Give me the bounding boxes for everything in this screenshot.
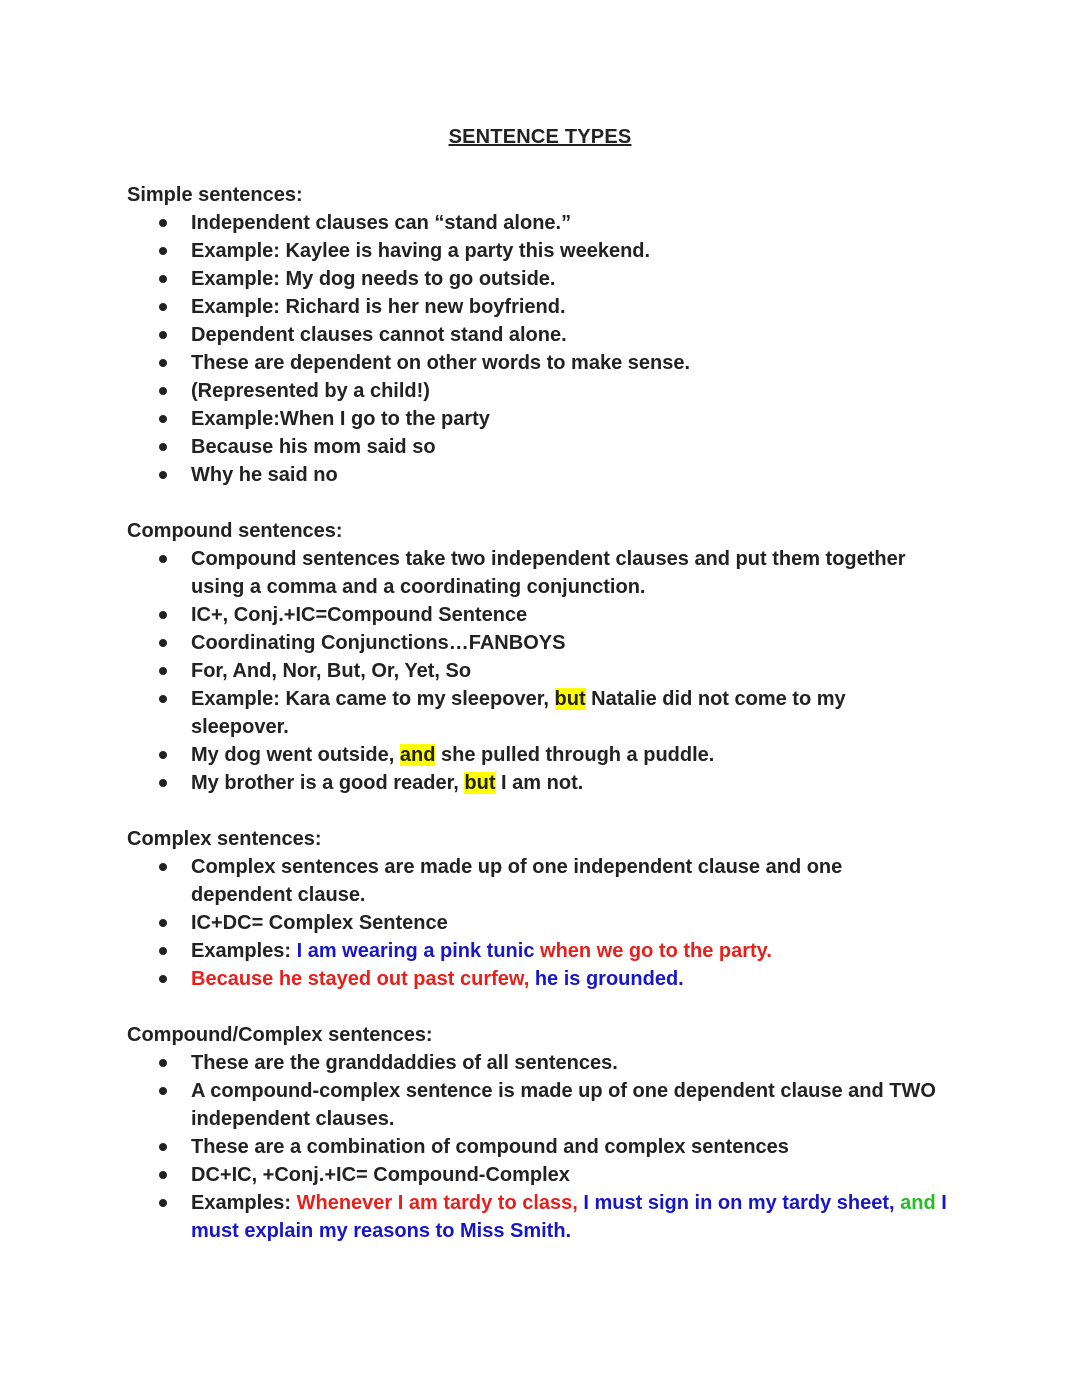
list-item: These are dependent on other words to make sense.: [127, 349, 957, 377]
bullet-icon: [159, 1087, 167, 1095]
list-item: Why he said no: [127, 461, 957, 489]
list-item: Example:When I go to the party: [127, 405, 957, 433]
list-item: [127, 965, 957, 993]
highlighted-conjunction: but: [464, 772, 496, 794]
bullet-icon: [159, 611, 167, 619]
bullet-icon: [159, 471, 167, 479]
list-item: Example: My dog needs to go outside.: [127, 265, 957, 293]
list-item: Examples: Whenever I am tardy to class, I must sign in on my tardy sheet, and I must explain my reasons to Miss Smith.: [127, 1189, 957, 1245]
compound-complex-sentences-section: [127, 1021, 957, 1245]
bullet-icon: [159, 1143, 167, 1151]
list-item: Example: Kara came to my sleepover, but Natalie did not come to my sleepover.: [127, 685, 957, 741]
simple-sentences-section: [127, 181, 957, 489]
list-item: Example: Richard is her new boyfriend.: [127, 293, 957, 321]
bullet-list: [127, 1049, 957, 1245]
bullet-icon: [159, 303, 167, 311]
bullet-icon: [159, 919, 167, 927]
bullet-icon: [159, 975, 167, 983]
section-heading: Simple sentences:: [127, 184, 303, 206]
bullet-icon: [159, 555, 167, 563]
independent-clause: he is grounded.: [529, 968, 684, 990]
bullet-icon: [159, 219, 167, 227]
list-item: Complex sentences are made up of one independent clause and one dependent clause.: [127, 853, 957, 909]
bullet-icon: [159, 667, 167, 675]
highlighted-conjunction: and: [399, 744, 436, 766]
section-heading: Compound/Complex sentences:: [127, 1024, 433, 1046]
bullet-icon: [159, 443, 167, 451]
bullet-icon: [159, 779, 167, 787]
bullet-icon: [159, 1199, 167, 1207]
bullet-icon: [159, 275, 167, 283]
list-item: These are the granddaddies of all sentences.: [127, 1049, 957, 1077]
dependent-clause: Because he stayed out past curfew,: [191, 968, 530, 990]
independent-clause: I must sign in on my tardy sheet,: [577, 1192, 895, 1214]
list-item: Examples: I am wearing a pink tunic when we go to the party.: [127, 937, 957, 965]
compound-sentences-section: [127, 517, 957, 797]
list-item: For, And, Nor, But, Or, Yet, So: [127, 657, 957, 685]
list-item: Coordinating Conjunctions…FANBOYS: [127, 629, 957, 657]
dependent-clause: when we go to the party.: [534, 940, 772, 962]
conjunction: and: [894, 1192, 936, 1214]
list-item: Independent clauses can “stand alone.”: [127, 209, 957, 237]
bullet-list: [127, 209, 957, 489]
list-item: Compound sentences take two independent clauses and put them together using a comma and a coordinating conjunction.: [127, 545, 957, 601]
list-item: (Represented by a child!): [127, 377, 957, 405]
list-item: My dog went outside, and she pulled through a puddle.: [127, 741, 957, 769]
list-item: DC+IC, +Conj.+IC= Compound-Complex: [127, 1161, 957, 1189]
bullet-icon: [159, 751, 167, 759]
complex-sentences-section: [127, 825, 957, 993]
list-item: My brother is a good reader, but I am not.: [127, 769, 957, 797]
highlighted-conjunction: but: [554, 688, 586, 710]
bullet-icon: [159, 1059, 167, 1067]
bullet-icon: [159, 359, 167, 367]
section-heading: Complex sentences:: [127, 828, 322, 850]
independent-clause: I am wearing a pink tunic: [296, 940, 535, 962]
bullet-icon: [159, 947, 167, 955]
independent-clause: I must explain my reasons to Miss Smith.: [191, 1192, 947, 1242]
bullet-icon: [159, 415, 167, 423]
bullet-list: [127, 545, 957, 797]
bullet-icon: [159, 639, 167, 647]
list-item: These are a combination of compound and complex sentences: [127, 1133, 957, 1161]
bullet-icon: [159, 695, 167, 703]
page-title: SENTENCE TYPES: [448, 126, 632, 148]
bullet-list: [127, 853, 957, 993]
list-item: IC+DC= Complex Sentence: [127, 909, 957, 937]
bullet-icon: [159, 387, 167, 395]
bullet-icon: [159, 1171, 167, 1179]
list-item: IC+, Conj.+IC=Compound Sentence: [127, 601, 957, 629]
bullet-icon: [159, 247, 167, 255]
dependent-clause: Whenever I am tardy to class,: [296, 1192, 578, 1214]
bullet-icon: [159, 331, 167, 339]
list-item: Dependent clauses cannot stand alone.: [127, 321, 957, 349]
list-item: A compound-complex sentence is made up of one dependent clause and TWO independent clauses.: [127, 1077, 957, 1133]
list-item: Because his mom said so: [127, 433, 957, 461]
bullet-icon: [159, 863, 167, 871]
section-heading: Compound sentences:: [127, 520, 343, 542]
list-item: Example: Kaylee is having a party this weekend.: [127, 237, 957, 265]
